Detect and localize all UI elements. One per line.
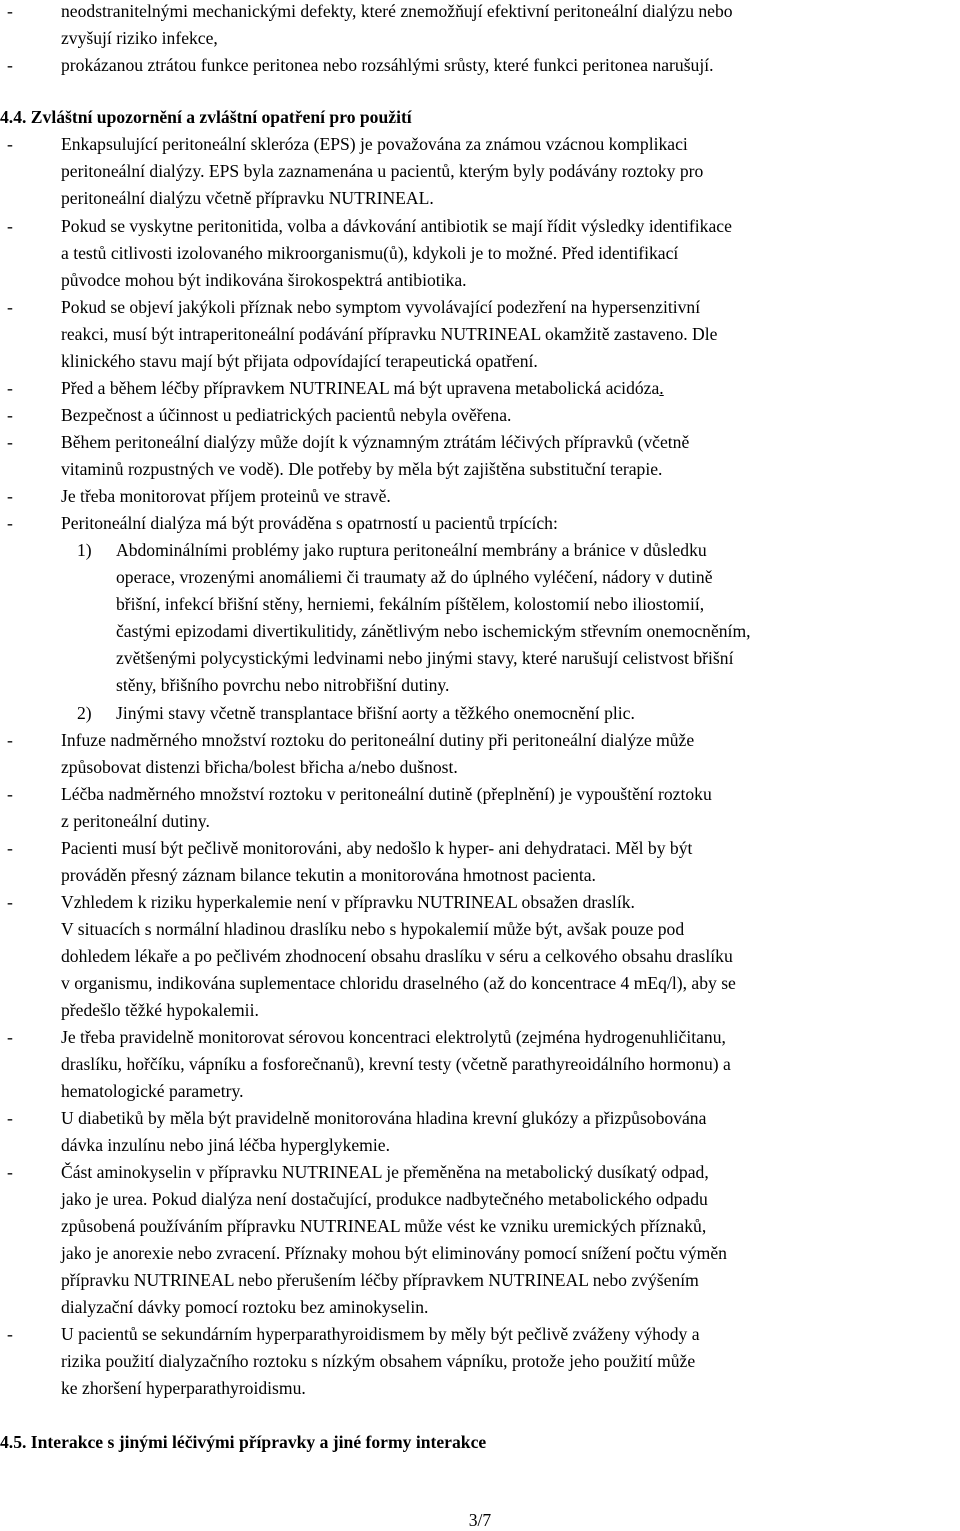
list-dash: - [7, 405, 13, 425]
list-dash: - [7, 432, 13, 452]
list-item-text-main: Před a během léčby přípravkem NUTRINEAL má být upravena metabolická acidóza [61, 378, 660, 398]
page-number: 3/7 [468, 1510, 492, 1530]
list-item-text: dávka inzulínu nebo jiná léčba hyperglykemie. [61, 1135, 390, 1155]
list-item-text [61, 377, 664, 399]
list-item-text: v organismu, indikována suplementace chloridu draselného (až do koncentrace 4 mEq/l), aby se [61, 973, 736, 993]
list-dash: - [7, 297, 13, 317]
list-item-text: Pokud se objeví jakýkoli příznak nebo symptom vyvolávající podezření na hypersenzitivní [61, 297, 701, 317]
numbered-item-text: břišní, infekcí břišní stěny, herniemi, fekálním píštělem, kolostomií nebo iliostomií, [116, 594, 705, 614]
list-item-text: Peritoneální dialýza má být prováděna s opatrností u pacientů trpících: [61, 513, 558, 533]
list-item-text: reakci, musí být intraperitoneální podávání přípravku NUTRINEAL okamžitě zastaveno. Dle [61, 324, 718, 344]
list-item-text: Vzhledem k riziku hyperkalemie není v přípravku NUTRINEAL obsažen draslík. [61, 892, 635, 912]
list-dash: - [7, 892, 13, 912]
list-dash: - [7, 1, 13, 21]
section-heading-4-5: 4.5. Interakce s jinými léčivými přípravky a jiné formy interakce [0, 1432, 487, 1452]
list-dash: - [7, 134, 13, 154]
list-item-text: rizika použití dialyzačního roztoku s nízkým obsahem vápníku, protože jeho použití může [61, 1351, 696, 1371]
numbered-item-text: operace, vrozenými anomáliemi či traumaty až do úplného vyléčení, nádory v dutině [116, 567, 713, 587]
numbered-item-text: stěny, břišního povrchu nebo nitrobřišní dutiny. [116, 675, 450, 695]
list-dash: - [7, 513, 13, 533]
list-item-text: peritoneální dialýzy. EPS byla zaznamenána u pacientů, kterým byly podávány roztoky pro [61, 161, 704, 181]
list-item-text: Enkapsulující peritoneální skleróza (EPS) je považována za známou vzácnou komplikaci [61, 134, 688, 154]
list-item-text: vitaminů rozpustných ve vodě). Dle potřeby by měla být zajištěna substituční terapie. [61, 459, 663, 479]
list-item-text: z peritoneální dutiny. [61, 811, 210, 831]
list-item-text: Bezpečnost a účinnost u pediatrických pacientů nebyla ověřena. [61, 405, 512, 425]
list-item-text: původce mohou být indikována širokospektrá antibiotika. [61, 270, 467, 290]
numbered-item-text: Jinými stavy včetně transplantace břišní aorty a těžkého onemocnění plic. [116, 703, 635, 723]
list-item-text: Část aminokyselin v přípravku NUTRINEAL je přeměněna na metabolický dusíkatý odpad, [61, 1162, 709, 1182]
list-item-text: peritoneální dialýzu včetně přípravku NUTRINEAL. [61, 188, 434, 208]
list-item-text: prokázanou ztrátou funkce peritonea nebo rozsáhlými srůsty, které funkci peritonea narušují. [61, 55, 714, 75]
numbered-marker: 1) [77, 540, 92, 560]
list-item-text: Je třeba monitorovat příjem proteinů ve stravě. [61, 486, 391, 506]
numbered-item-text: Abdominálními problémy jako ruptura peritoneální membrány a bránice v důsledku [116, 540, 707, 560]
list-item-text: Léčba nadměrného množství roztoku v peritoneální dutině (přeplnění) je vypouštění roztoku [61, 784, 712, 804]
list-item-text: neodstranitelnými mechanickými defekty, které znemožňují efektivní peritoneální dialýzu nebo [61, 1, 733, 21]
list-item-text: prováděn přesný záznam bilance tekutin a monitorována hmotnost pacienta. [61, 865, 596, 885]
list-item-text: Je třeba pravidelně monitorovat sérovou koncentraci elektrolytů (zejména hydrogenuhličitanu, [61, 1027, 726, 1047]
underlined-period: . [659, 378, 664, 398]
list-dash: - [7, 1162, 13, 1182]
list-item-text: a testů citlivosti izolovaného mikroorganismu(ů), kdykoli je to možné. Před identifikací [61, 243, 679, 263]
numbered-item-text: zvětšenými polycystickými ledvinami nebo jinými stavy, které narušují celistvost břišní [116, 648, 734, 668]
list-item-text: Infuze nadměrného množství roztoku do peritoneální dutiny při peritoneální dialýze může [61, 730, 695, 750]
list-item-text: ke zhoršení hyperparathyroidismu. [61, 1378, 306, 1398]
list-item-text: draslíku, hořčíku, vápníku a fosforečnanů), krevní testy (včetně parathyreoidálního hormonu) a [61, 1054, 731, 1074]
list-item-text: klinického stavu mají být přijata odpovídající terapeutická opatření. [61, 351, 538, 371]
list-item-text: Během peritoneální dialýzy může dojít k významným ztrátám léčivých přípravků (včetně [61, 432, 690, 452]
list-dash: - [7, 1324, 13, 1344]
list-item-text: zvyšují riziko infekce, [61, 28, 218, 48]
list-dash: - [7, 730, 13, 750]
list-dash: - [7, 838, 13, 858]
list-item-text: U pacientů se sekundárním hyperparathyroidismem by měly být pečlivě zváženy výhody a [61, 1324, 700, 1344]
list-dash: - [7, 55, 13, 75]
numbered-item-text: častými epizodami divertikulitidy, zánětlivým nebo ischemickým střevním onemocněním, [116, 621, 751, 641]
list-item-text: Pacienti musí být pečlivě monitorováni, aby nedošlo k hyper- ani dehydrataci. Měl by být [61, 838, 693, 858]
section-heading-4-4: 4.4. Zvláštní upozornění a zvláštní opatření pro použití [0, 107, 412, 127]
list-dash: - [7, 1108, 13, 1128]
list-dash: - [7, 378, 13, 398]
list-dash: - [7, 216, 13, 236]
list-item-text: Pokud se vyskytne peritonitida, volba a dávkování antibiotik se mají řídit výsledky identifikace [61, 216, 732, 236]
list-dash: - [7, 784, 13, 804]
list-item-text: jako je urea. Pokud dialýza není dostačující, produkce nadbytečného metabolického odpadu [61, 1189, 708, 1209]
list-item-text: U diabetiků by měla být pravidelně monitorována hladina krevní glukózy a přizpůsobována [61, 1108, 707, 1128]
list-dash: - [7, 1027, 13, 1047]
list-item-text: jako je anorexie nebo zvracení. Příznaky mohou být eliminovány pomocí snížení počtu výměn [61, 1243, 727, 1263]
list-item-text: způsobovat distenzi břicha/bolest břicha a/nebo dušnost. [61, 757, 458, 777]
list-item-text: hematologické parametry. [61, 1081, 244, 1101]
list-item-text: dialyzační dávky pomocí roztoku bez aminokyselin. [61, 1297, 429, 1317]
list-item-text: V situacích s normální hladinou draslíku nebo s hypokalemií může být, avšak pouze pod [61, 919, 685, 939]
list-item-text: přípravku NUTRINEAL nebo přerušením léčby přípravkem NUTRINEAL nebo zvýšením [61, 1270, 699, 1290]
list-item-text: předešlo těžké hypokalemii. [61, 1000, 259, 1020]
list-dash: - [7, 486, 13, 506]
numbered-marker: 2) [77, 703, 92, 723]
list-item-text: způsobená používáním přípravku NUTRINEAL může vést ke vzniku uremických příznaků, [61, 1216, 707, 1236]
list-item-text: dohledem lékaře a po pečlivém zhodnocení obsahu draslíku v séru a celkového obsahu draslíku [61, 946, 733, 966]
